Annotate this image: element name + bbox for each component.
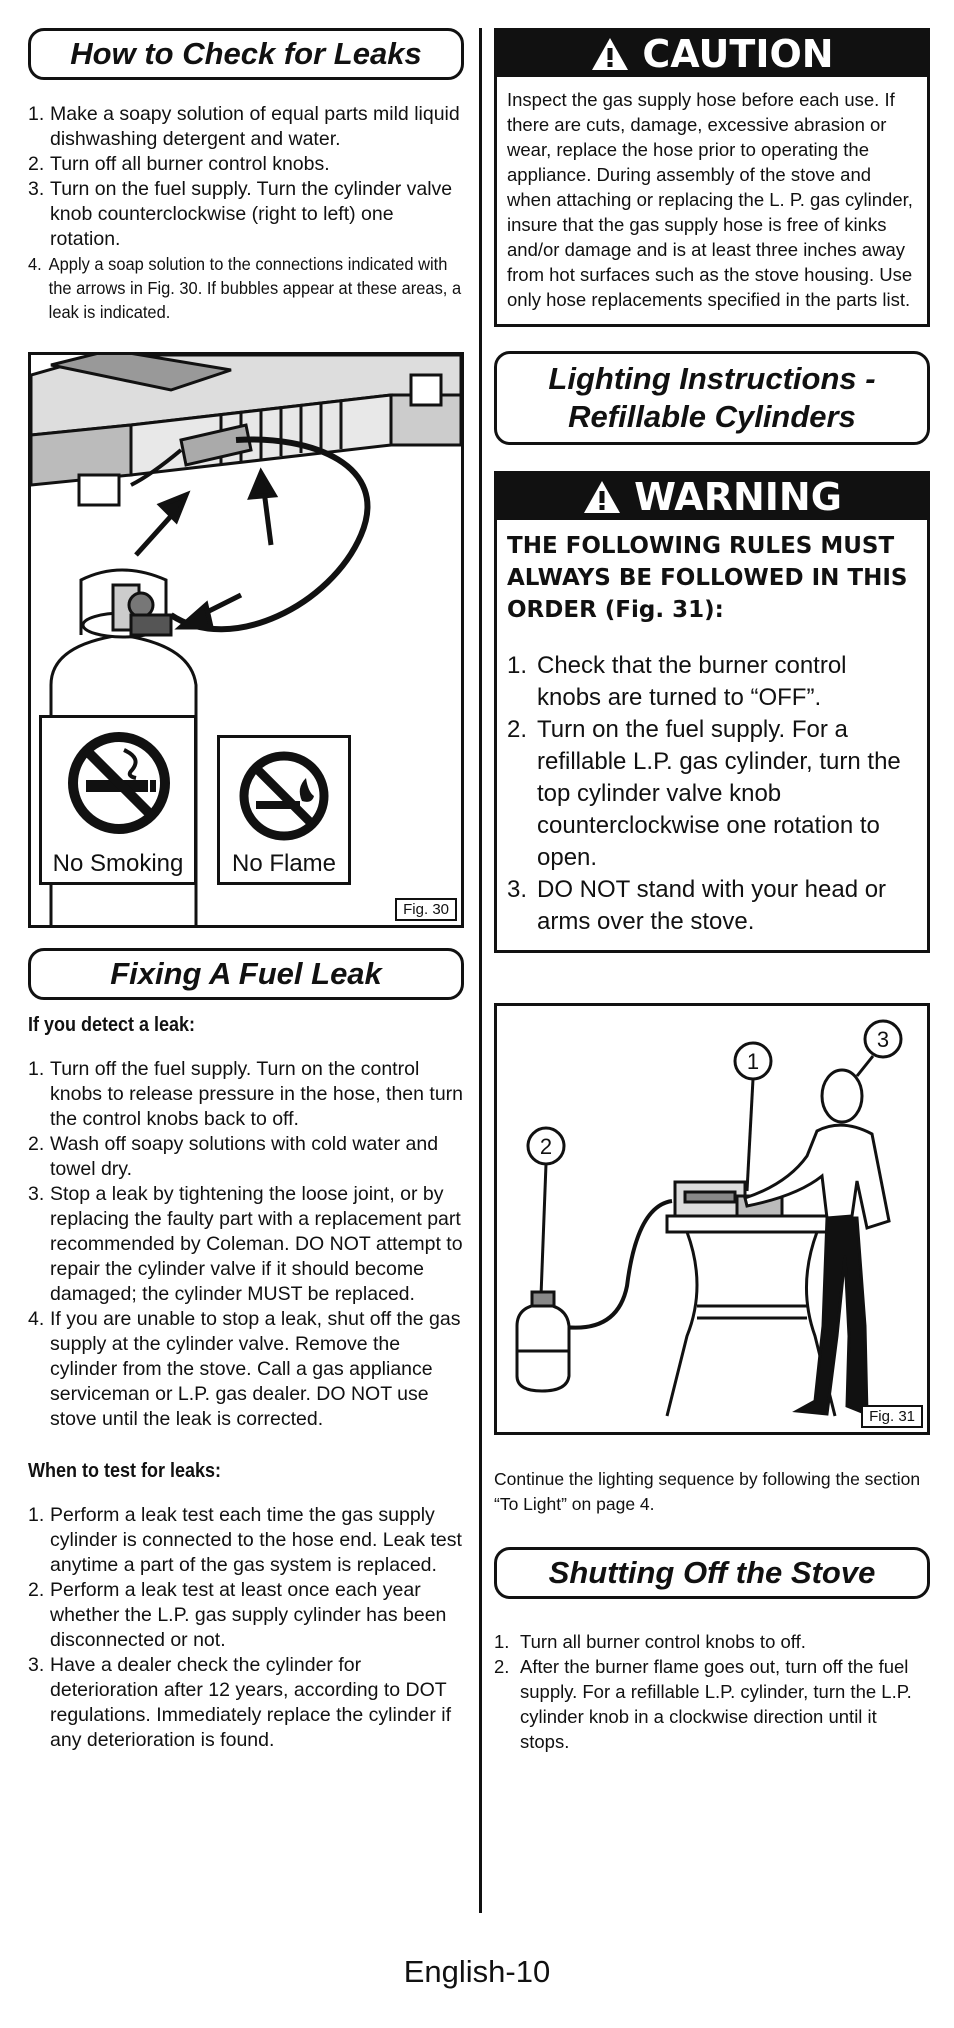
list-item: 2. Turn off all burner control knobs. [28, 153, 330, 175]
lighting-heading: Lighting Instructions - Refillable Cylinders [494, 351, 930, 445]
leak-check-steps [28, 102, 464, 324]
left-column [28, 28, 464, 1753]
warning-rules-heading: THE FOLLOWING RULES MUST ALWAYS BE FOLLOWED IN THIS ORDER (Fig. 31): [507, 533, 908, 623]
list-item: 2. Perform a leak test at least once each year whether the L.P. gas supply cylinder has been disconnected or not. [28, 1579, 447, 1651]
caution-body: Inspect the gas supply hose before each use. If there are cuts, damage, excessive abrasion or wear, replace the hose prior to operating the appliance. During assembly of the stove and when attaching or replacing the L. P. gas cylinder, insure that the gas supply hose is free of kinks and/or damage and is at least three inches away from hot surfaces such as the stove housing. Use only hose replacements specified in the parts list. [507, 89, 913, 310]
fix-leak-steps [28, 1057, 464, 1432]
figure-31-label: Fig. 31 [861, 1405, 923, 1428]
warning-triangle-icon [582, 479, 622, 515]
detect-leak-subhead: If you detect a leak: [28, 1014, 196, 1036]
continue-note: Continue the lighting sequence by following the section “To Light” on page 4. [494, 1469, 921, 1514]
lighting-illustration [497, 1006, 927, 1432]
list-item: 2. Wash off soapy solutions with cold water and towel dry. [28, 1133, 439, 1180]
person-head [822, 1070, 862, 1122]
list-item: 3. Have a dealer check the cylinder for deterioration after 12 years, according to DOT regulations. Immediately replace the cylinder if any deterioration is found. [28, 1654, 452, 1751]
leak-check-heading: How to Check for Leaks [28, 28, 464, 80]
callout-2: 2 [539, 1134, 553, 1159]
no-smoking-icon [64, 728, 174, 838]
callout-1: 1 [746, 1049, 760, 1074]
list-item: 1. Perform a leak test each time the gas supply cylinder is connected to the hose end. Leak test anytime a part of the gas system is replaced. [28, 1504, 462, 1576]
warning-header: WARNING [497, 474, 927, 520]
warning-triangle-icon [590, 36, 630, 72]
figure-31 [494, 1003, 930, 1435]
warning-box [494, 471, 930, 953]
list-item: 1. Check that the burner control knobs are turned to “OFF”. [507, 652, 847, 711]
list-item: 1. Make a soapy solution of equal parts mild liquid dishwashing detergent and water. [28, 103, 460, 150]
list-item: 3. Turn on the fuel supply. Turn the cylinder valve knob counterclockwise (right to left) one rotation. [28, 178, 453, 250]
list-item: 4. Apply a soap solution to the connections indicated with the arrows in Fig. 30. If bubbles appear at these areas, a leak is indicated. [28, 254, 462, 322]
figure-30 [28, 352, 464, 928]
list-item: 1. Turn off the fuel supply. Turn on the control knobs to release pressure in the hose, then turn the control knobs back to off. [28, 1058, 464, 1130]
no-smoking-sign: No Smoking [39, 715, 197, 885]
caution-box [494, 28, 930, 327]
warning-body [497, 520, 927, 950]
list-item: 2. After the burner flame goes out, turn off the fuel supply. For a refillable L.P. cylinder, turn the L.P. cylinder knob in a clockwise direction until it stops. [494, 1656, 912, 1752]
right-column [494, 28, 930, 1754]
when-test-steps [28, 1503, 464, 1753]
stove-illustration [31, 355, 461, 505]
callout-3: 3 [876, 1027, 890, 1052]
column-divider [479, 28, 482, 1913]
no-flame-icon [234, 746, 334, 846]
no-flame-sign: No Flame [217, 735, 351, 885]
figure-30-label: Fig. 30 [395, 898, 457, 921]
list-item: 3. Stop a leak by tightening the loose joint, or by replacing the faulty part with a replacement part recommended by Coleman. DO NOT attempt to repair the cylinder valve if it should become damaged; the cylinder MUST be replaced. [28, 1183, 463, 1305]
list-item: 3. DO NOT stand with your head or arms over the stove. [507, 876, 887, 935]
shutoff-heading: Shutting Off the Stove [494, 1547, 930, 1599]
list-item: 4. If you are unable to stop a leak, shut off the gas supply at the cylinder valve. Remove the cylinder from the stove. Call a gas appliance serviceman or L.P. gas dealer. DO NOT use stove until the leak is corrected. [28, 1308, 461, 1430]
small-cylinder [517, 1304, 569, 1391]
caution-header: CAUTION [497, 31, 927, 77]
person-legs [797, 1218, 867, 1414]
list-item: 1. Turn all burner control knobs to off. [494, 1631, 806, 1652]
table-top [667, 1216, 842, 1232]
page-number: English-10 [403, 1954, 551, 1989]
fix-leak-heading: Fixing A Fuel Leak [28, 948, 464, 1000]
list-item: 2. Turn on the fuel supply. For a refillable L.P. gas cylinder, turn the top cylinder valve knob counterclockwise one rotation to open. [507, 716, 901, 871]
when-test-subhead: When to test for leaks: [28, 1460, 222, 1482]
shutoff-steps [494, 1629, 930, 1754]
warning-steps [507, 650, 917, 938]
